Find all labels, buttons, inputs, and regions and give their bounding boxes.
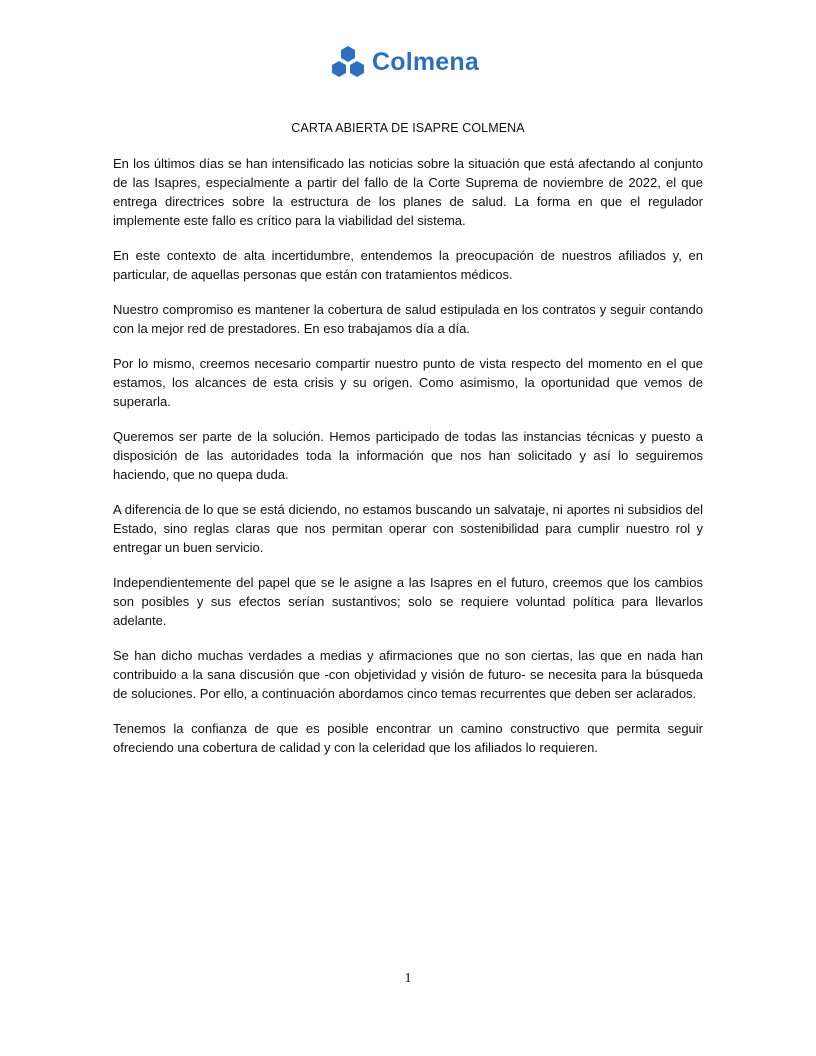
paragraph: Nuestro compromiso es mantener la cobertura de salud estipulada en los contratos y seguir contando con la mejor red de prestadores. En eso trabajamos día a día. — [113, 302, 703, 336]
paragraph: En este contexto de alta incertidumbre, entendemos la preocupación de nuestros afiliados y, en particular, de aquellas personas que están con tratamientos médicos. — [113, 248, 703, 282]
colmena-logo — [330, 44, 479, 80]
letter-title: CARTA ABIERTA DE ISAPRE COLMENA — [291, 121, 525, 135]
paragraph: En los últimos días se han intensificado las noticias sobre la situación que está afectando al conjunto de las Isapres, especialmente a partir del fallo de la Corte Suprema de noviembre de 2022, el que entrega directrices sobre la estructura de los planes de salud. La forma en que el regulador implemente este fallo es crítico para la viabilidad del sistema. — [113, 156, 703, 228]
paragraph: Por lo mismo, creemos necesario compartir nuestro punto de vista respecto del momento en el que estamos, los alcances de esta crisis y su origen. Como asimismo, la oportunidad que vemos de superarla. — [113, 356, 703, 409]
logo-text: Colmena — [372, 48, 479, 76]
letter-body — [113, 119, 703, 773]
paragraph: A diferencia de lo que se está diciendo, no estamos buscando un salvataje, ni aportes ni subsidios del Estado, sino reglas claras que nos permitan operar con sostenibilidad para cumplir nuestro rol y entregar un buen servicio. — [113, 502, 703, 555]
paragraph: Queremos ser parte de la solución. Hemos participado de todas las instancias técnicas y puesto a disposición de las autoridades toda la información que nos han solicitado y así lo seguiremos haciendo, que no quepa duda. — [113, 429, 703, 482]
hexagon-cluster-icon — [330, 45, 366, 79]
paragraph: Tenemos la confianza de que es posible encontrar un camino constructivo que permita seguir ofreciendo una cobertura de calidad y con la celeridad que los afiliados lo requieren. — [113, 721, 703, 755]
page-number: 1 — [404, 971, 412, 986]
paragraph: Se han dicho muchas verdades a medias y afirmaciones que no son ciertas, las que en nada han contribuido a la sana discusión que -con objetividad y visión de futuro- se necesita para la búsqueda de soluciones. Por ello, a continuación abordamos cinco temas recurrentes que deben ser aclarados. — [113, 648, 703, 701]
paragraph: Independientemente del papel que se le asigne a las Isapres en el futuro, creemos que los cambios son posibles y sus efectos serían sustantivos; solo se requiere voluntad política para llevarlos adelante. — [113, 575, 703, 628]
